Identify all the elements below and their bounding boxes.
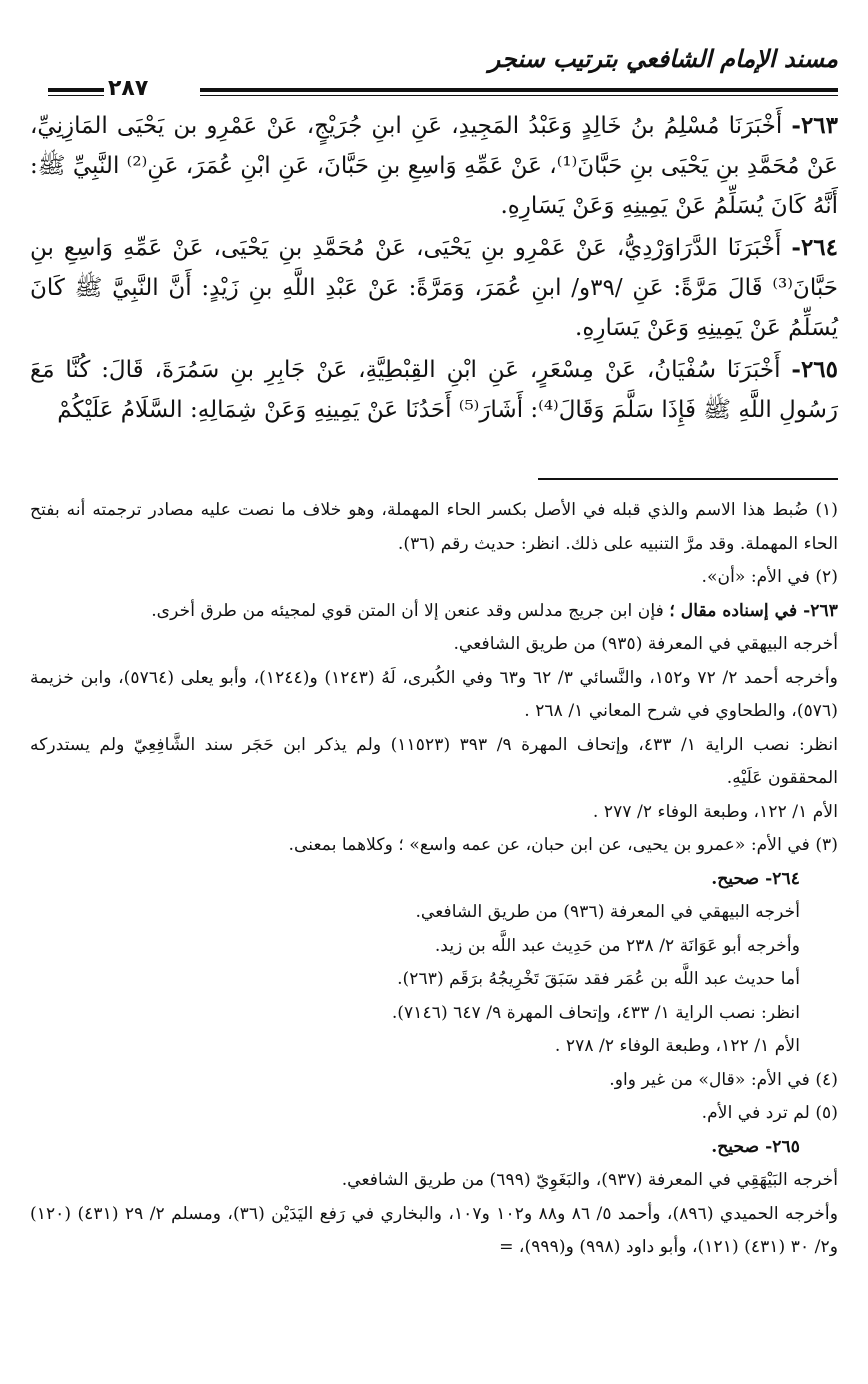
footnote: (٥) لم ترد في الأم.	[701, 1103, 838, 1123]
footnote: انظر: نصب الراية ١/ ٤٣٣، وإتحاف المهرة ٩/ ٦٤٧ (٧١٤٦).	[391, 1002, 800, 1023]
footnote: وأخرجه أبو عَوَانَة ٢/ ٢٣٨ من حَدِيث عبد اللَّه بن زيد.	[434, 935, 800, 956]
footnote: أخرجه البيهقي في المعرفة (٩٣٦) من طريق الشافعي.	[415, 902, 800, 922]
footnote: أخرجه البيهقي في المعرفة (٩٣٥) من طريق الشافعي.	[453, 634, 838, 654]
hadith-number: ٢٦٣-	[791, 112, 838, 139]
running-title: مسند الإمام الشافعي بترتيب سنجر	[488, 44, 838, 73]
footnote: ٢٦٤- صحيح.	[711, 868, 800, 889]
header-rule-right	[200, 88, 838, 92]
header-rule-left	[48, 88, 104, 92]
footnote: الأم ١/ ١٢٢، وطبعة الوفاء ٢/ ٢٧٨ .	[554, 1036, 800, 1056]
hadith-number: ٢٦٥-	[791, 356, 838, 383]
footnotes	[30, 494, 838, 1265]
page-number: ٢٨٧	[108, 76, 149, 101]
header-rule-right-thin	[200, 95, 838, 96]
hadith-number: ٢٦٤-	[791, 234, 838, 261]
footnote: (٣) في الأم: «عمرو بن يحيى، عن ابن حبان، عن عمه واسع» ؛ وكلاهما بمعنى.	[288, 835, 838, 855]
main-text	[30, 106, 838, 430]
footnote: ٢٦٥- صحيح.	[711, 1136, 800, 1157]
hadith-265	[30, 350, 838, 430]
footnote: وأخرجه أحمد ٢/ ٧٢ و١٥٢، والنَّسائي ٣/ ٦٢ و٦٣ وفي الكُبرى، لَهُ (١٢٤٣) و(١٢٤٤)، وأبو يعلى (٥٧٦٤)، وابن خزيمة (٥٧٦)، والطحاوي في شرح المعاني ١/ ٢٦٨ .	[30, 667, 838, 721]
hadith-text: أَخْبَرَنَا سُفْيَانُ، عَنْ مِسْعَرٍ، عَنِ ابْنِ القِبْطِيَّةِ، عَنْ جَابِرِ بنِ سَمُرَةَ، قَالَ: كُنَّا مَعَ رَسُولِ اللَّهِ ﷺ فَإِذَا سَلَّمَ وَقَالَ⁽⁴⁾: أَشَارَ⁽⁵⁾ أَحَدُنَا عَنْ يَمِينِهِ وَعَنْ شِمَالِهِ: السَّلَامُ عَلَيْكُمْ	[30, 357, 838, 423]
book-page	[30, 40, 838, 1265]
footnote: ٢٦٣- في إسناده مقال ؛ فإن ابن جريج مدلس وقد عنعن إلا أن المتن قوي لمجيئه من طرق أخرى.	[151, 600, 838, 621]
hadith-text: أَخْبَرَنَا مُسْلِمُ بنُ خَالِدٍ وَعَبْدُ المَجِيدِ، عَنِ ابنِ جُرَيْجٍ، عَنْ عَمْرِو بن يَحْيَى المَازِنِيِّ، عَنْ مُحَمَّدِ بنِ يَحْيَى بنِ حَبَّانَ⁽¹⁾، عَنْ عَمِّهِ وَاسِعِ بنِ حَبَّانَ، عَنِ ابْنِ عُمَرَ، عَنِ⁽²⁾ النَّبِيِّ ﷺ: أَنَّهُ كَانَ يُسَلِّمُ عَنْ يَمِينِهِ وَعَنْ يَسَارِهِ.	[30, 113, 838, 219]
footnote-separator	[538, 478, 838, 480]
footnote: أما حديث عبد اللَّه بن عُمَر فقد سَبَقَ تَخْرِيجُهُ برَقَم (٢٦٣).	[397, 969, 800, 989]
page-header	[30, 40, 838, 100]
hadith-text: أَخْبَرَنَا الدَّرَاوَرْدِيُّ، عَنْ عَمْرِو بنِ يَحْيَى، عَنْ مُحَمَّدِ بنِ يَحْيَى، عَنْ عَمِّهِ وَاسِعِ بنِ حَبَّانَ⁽³⁾ قَالَ مَرَّةً: عَنِ /٣٩و/ ابنِ عُمَرَ، وَمَرَّةً: عَنْ عَبْدِ اللَّهِ بنِ زَيْدٍ: أَنَّ النَّبِيَّ ﷺ كَانَ يُسَلِّمُ عَنْ يَمِينِهِ وَعَنْ يَسَارِهِ.	[30, 235, 838, 341]
footnote: انظر: نصب الراية ١/ ٤٣٣، وإتحاف المهرة ٩/ ٣٩٣ (١١٥٢٣) ولم يذكر ابن حَجَر سند الشَّافِعِيّ ولم يستدركه المحققون عَلَيْهِ.	[30, 734, 838, 788]
footnote: (٢) في الأم: «أن».	[701, 567, 838, 587]
header-rule-left-thin	[48, 95, 104, 96]
footnote: أخرجه البَيْهَقِي في المعرفة (٩٣٧)، والبَغَوِيّ (٦٩٩) من طريق الشافعي.	[341, 1170, 838, 1190]
footnote: (٤) في الأم: «قال» من غير واو.	[609, 1069, 838, 1090]
footnote: وأخرجه الحميدي (٨٩٦)، وأحمد ٥/ ٨٦ و٨٨ و١٠٢ و١٠٧، والبخاري في رَفع اليَدَيْن (٣٦)، ومسلم ٢/ ٢٩ (٤٣١) (١٢٠) و٢/ ٣٠ (٤٣١) (١٢١)، وأبو داود (٩٩٨) و(٩٩٩)، =	[30, 1203, 838, 1257]
hadith-263	[30, 106, 838, 226]
hadith-264	[30, 228, 838, 348]
footnote: الأم ١/ ١٢٢، وطبعة الوفاء ٢/ ٢٧٧ .	[592, 801, 838, 822]
footnote: (١) ضُبط هذا الاسم والذي قبله في الأصل بكسر الحاء المهملة، وهو خلاف ما نصت عليه مصادر ترجمته أنه بفتح الحاء المهملة. وقد مرَّ التنبيه على ذلك. انظر: حديث رقم (٣٦).	[30, 500, 838, 554]
